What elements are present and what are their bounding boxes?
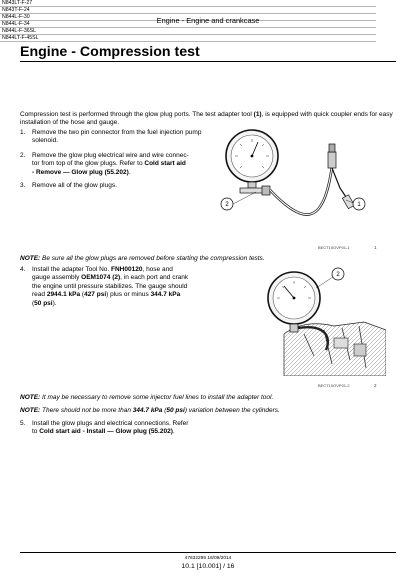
callout-2-label: 2 xyxy=(225,202,229,209)
model-item: N844L-F-34 xyxy=(0,21,376,28)
model-item: N844L-F-36SL xyxy=(0,28,376,35)
figure-1-id: BECT10OVP01-1 xyxy=(318,245,350,250)
callout-2-label: 2 xyxy=(336,272,340,279)
note-2: NOTE: It may be necessary to remove some injector fuel lines to install the adapter tool. xyxy=(20,394,274,401)
title-rule xyxy=(20,61,396,62)
figure-2-gauge-installed xyxy=(214,264,386,376)
figure-2-id: BECT10OVP01-2 xyxy=(318,383,350,388)
note-1: NOTE: Be sure all the glow plugs are removed before starting the compression tests. xyxy=(20,255,265,262)
model-item: N843T-F-24 xyxy=(0,7,376,14)
page-title: Engine - Compression test xyxy=(20,44,200,60)
figure-1-gauge-adapter xyxy=(214,126,386,236)
figure-1-number: 1 xyxy=(374,245,377,250)
intro-paragraph: Compression test is performed through the glow plug ports. The test adapter tool (1), is equipped with quick coupler ends for easy installation of the hose and gauge. xyxy=(20,111,393,127)
footer-rule xyxy=(20,552,396,553)
note-3: NOTE: There should not be more than 344.7 kPa (50 psi) variation between the cylinders. xyxy=(20,407,280,414)
callout-1-label: 1 xyxy=(357,202,361,209)
figure-2-number: 2 xyxy=(374,383,377,388)
running-header: Engine - Engine and crankcase xyxy=(156,16,260,25)
model-item: N844L-F-30 xyxy=(0,14,376,21)
footer-page-number: 10.1 [10.001] / 16 xyxy=(181,563,235,570)
model-item: N844LT-F-45SL xyxy=(0,35,376,42)
footer-doc-number: 47632295 16/09/2014 xyxy=(184,556,232,561)
model-item: N843LT-F-27 xyxy=(0,0,376,7)
